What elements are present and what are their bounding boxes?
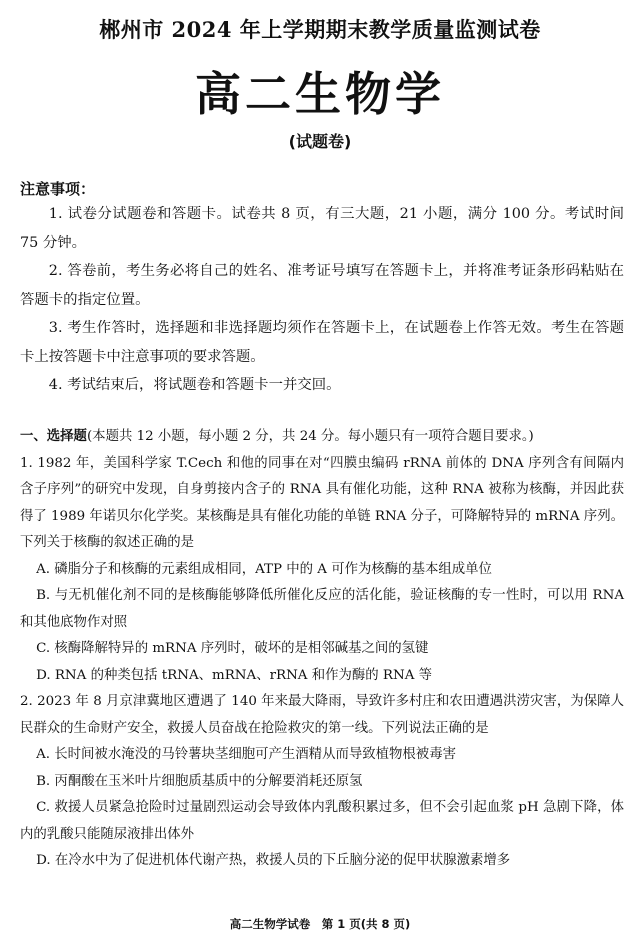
- exam-title: 郴州市 2024 年上学期期末教学质量监测试卷: [99, 17, 541, 42]
- paper-type: (试题卷): [288, 132, 352, 151]
- question-option: A. 磷脂分子和核酶的元素组成相同，ATP 中的 A 可作为核酶的基本组成单位: [36, 561, 492, 577]
- question-option: B. 丙酮酸在玉米叶片细胞质基质中的分解要消耗还原氢: [36, 773, 363, 789]
- question-option: C. 核酶降解特异的 mRNA 序列时，破坏的是相邻碱基之间的氢键: [36, 641, 429, 656]
- question-option: C. 救援人员紧急抢险时过量剧烈运动会导致体内乳酸积累过多，但不会引起血浆 pH 急剧下降，体内的乳酸只能随尿液排出体外: [20, 800, 624, 842]
- notes-list: [20, 200, 624, 400]
- question-option: A. 长时间被水淹没的马铃薯块茎细胞可产生酒精从而导致植物根被毒害: [36, 747, 456, 762]
- questions-section: [20, 424, 624, 875]
- section-label: 一、选择题: [20, 429, 87, 444]
- question-option: B. 与无机催化剂不同的是核酶能够降低所催化反应的活化能，验证核酶的专一性时，可以用 RNA 和其他底物作对照: [20, 588, 624, 630]
- subject-title: 高二生物学: [195, 67, 445, 121]
- page-footer: 高二生物学试卷 第 1 页(共 8 页): [229, 917, 411, 931]
- notes-heading: 注意事项：: [20, 180, 96, 198]
- question-stem: 1. 1982 年，美国科学家 T.Cech 和他的同事在对“四膜虫编码 rRNA 前体的 DNA 序列含有间隔内含子序列”的研究中发现，自身剪接内含子的 RNA 具有催化功能，这种 RNA 被称为核酶，并因此获得了 1989 年诺贝尔化学奖。某核酶是具有催化功能的单链 RNA 分子，可降解特异的 mRNA 序列。下列关于核酶的叙述正确的是: [20, 455, 624, 550]
- note-item: 2. 答卷前，考生务必将自己的姓名、准考证号填写在答题卡上，并将准考证条形码粘贴在答题卡的指定位置。: [20, 263, 624, 308]
- note-item: 3. 考生作答时，选择题和非选择题均须作在答题卡上，在试题卷上作答无效。考生在答题卡上按答题卡中注意事项的要求答题。: [20, 320, 624, 365]
- question-option: D. RNA 的种类包括 tRNA、mRNA、rRNA 和作为酶的 RNA 等: [36, 667, 433, 683]
- question-stem: 2. 2023 年 8 月京津冀地区遭遇了 140 年来最大降雨，导致许多村庄和农田遭遇洪涝灾害，为保障人民群众的生命财产安全，救援人员奋战在抢险救灾的第一线。下列说法正确的是: [20, 694, 624, 736]
- note-item: 4. 考试结束后，将试题卷和答题卡一并交回。: [48, 377, 341, 393]
- question-option: D. 在冷水中为了促进机体代谢产热，救援人员的下丘脑分泌的促甲状腺激素增多: [36, 853, 511, 868]
- section-header: [20, 424, 624, 451]
- section-instructions: (本题共 12 小题，每小题 2 分，共 24 分。每小题只有一项符合题目要求。): [86, 429, 534, 444]
- note-item: 1. 试卷分试题卷和答题卡。试卷共 8 页，有三大题，21 小题，满分 100 分。考试时间 75 分钟。: [20, 206, 624, 251]
